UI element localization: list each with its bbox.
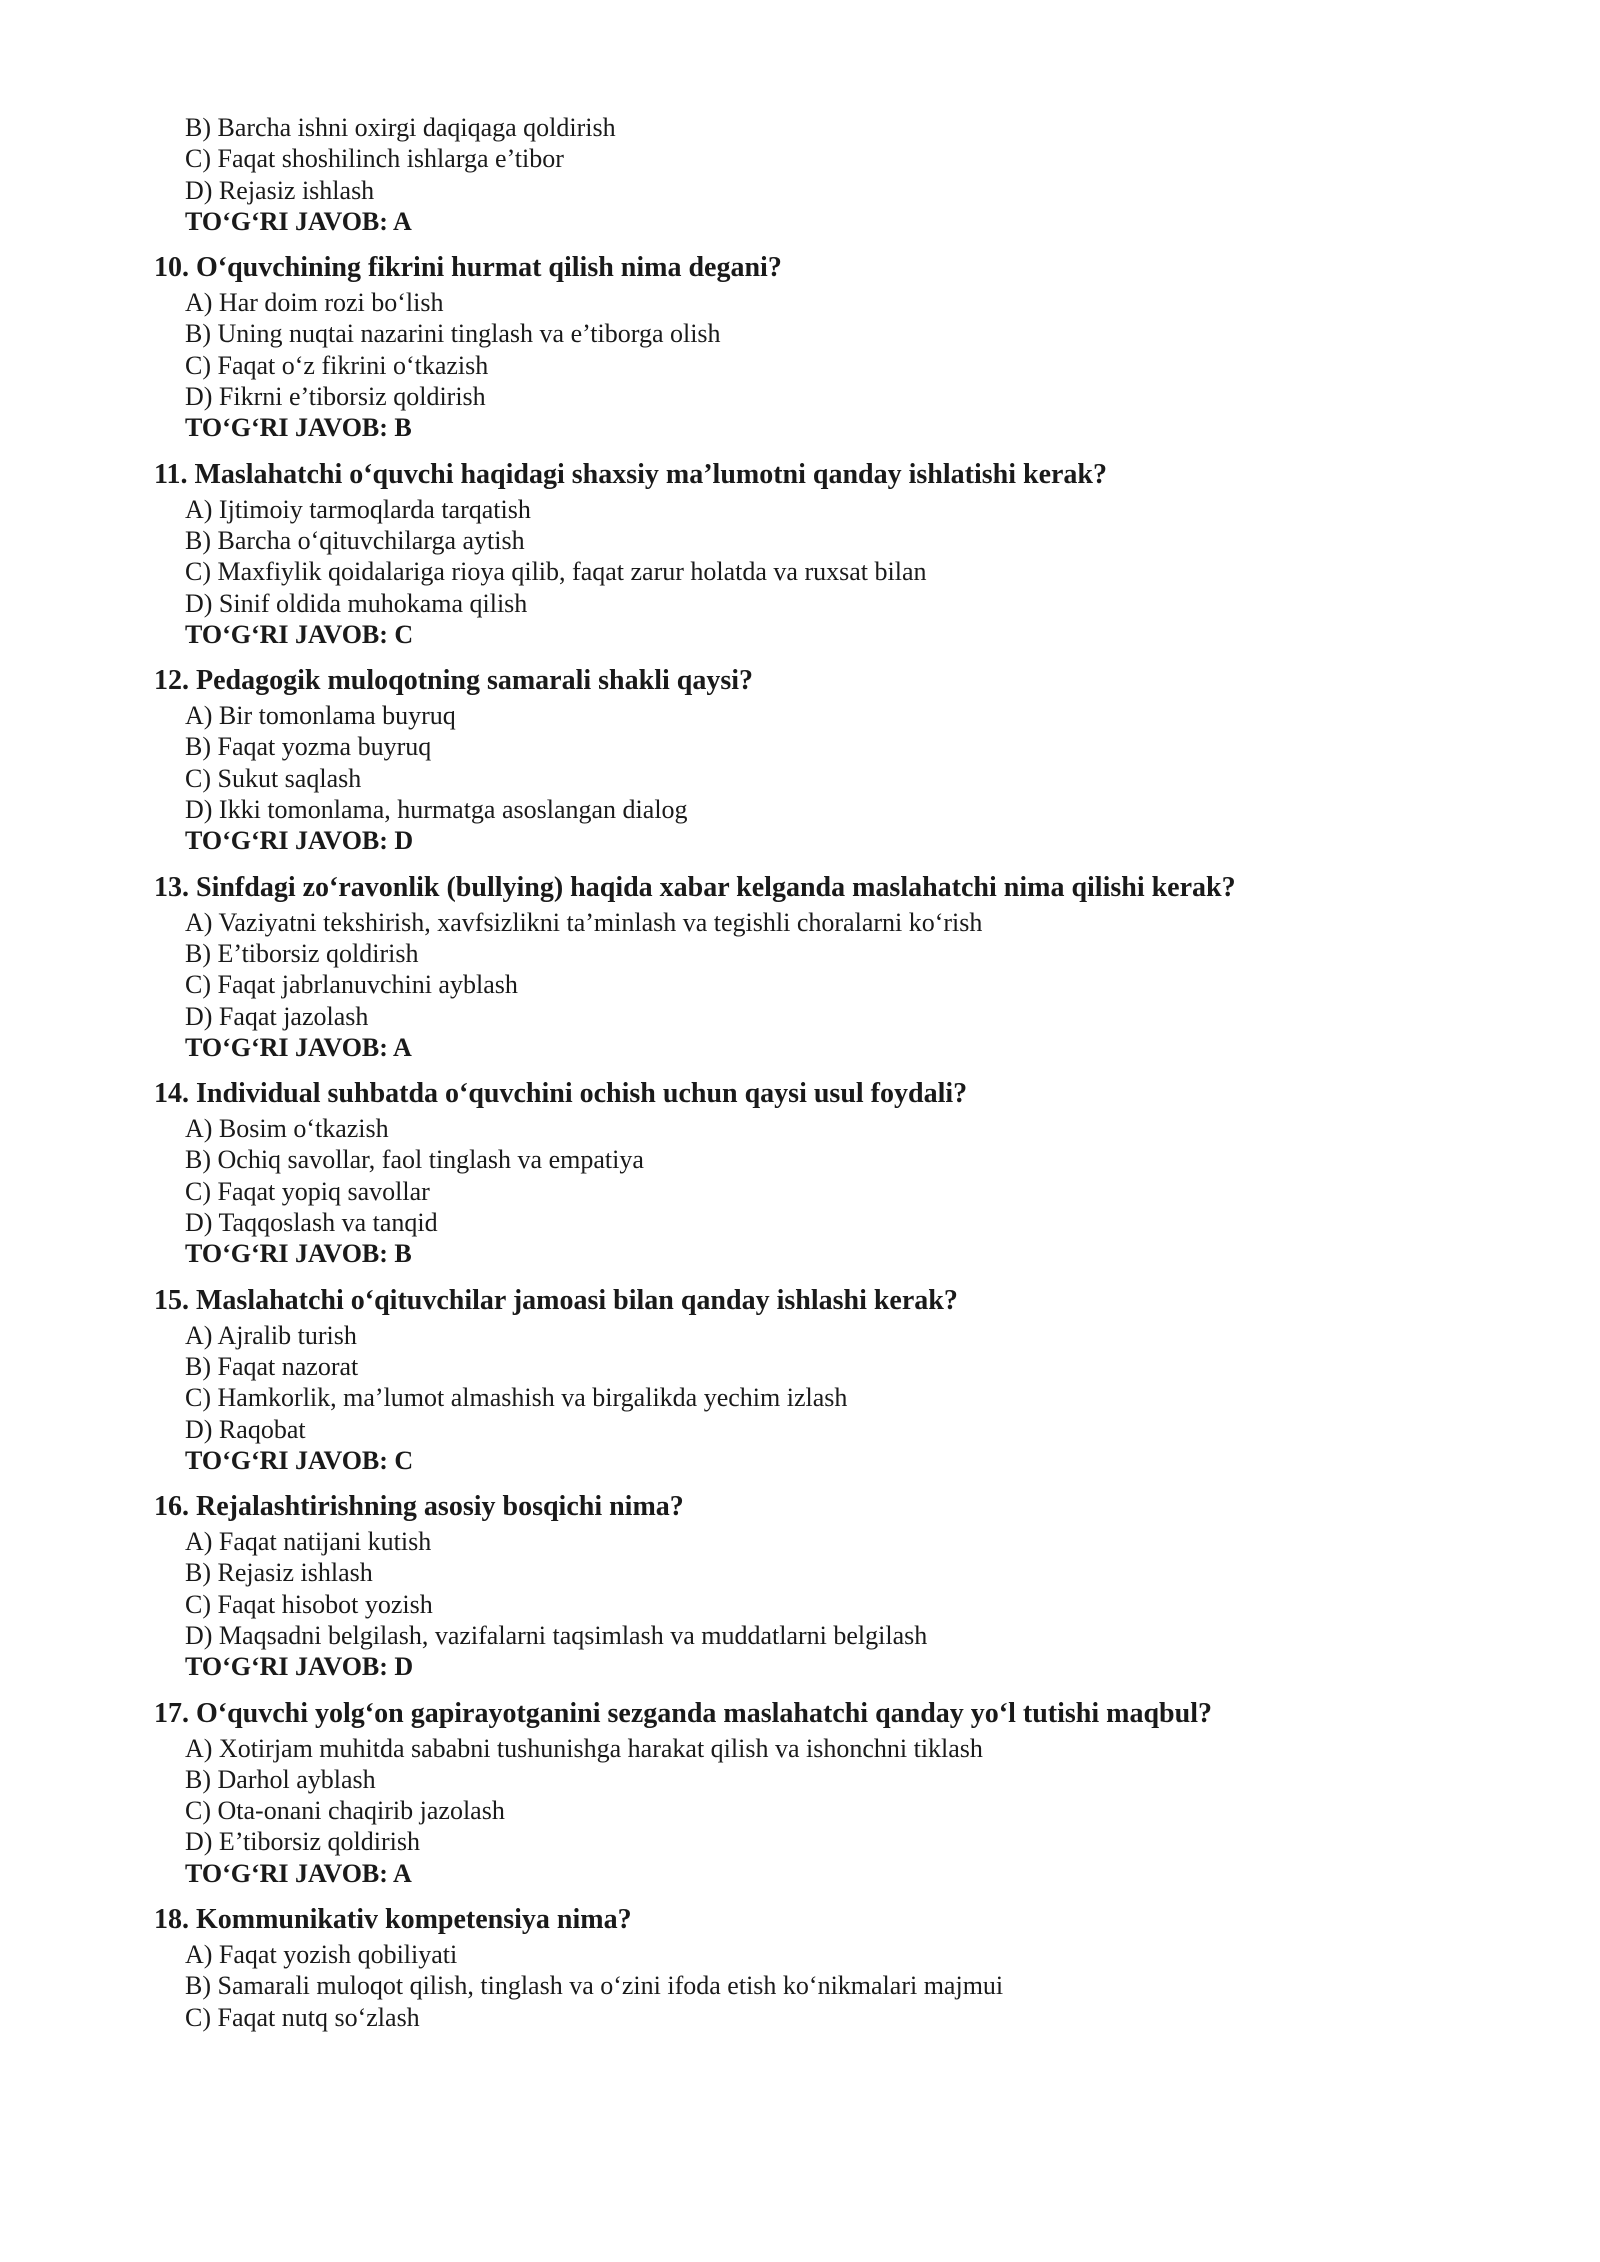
correct-answer: TO‘G‘RI JAVOB: A — [185, 1032, 412, 1062]
option-c: C) Faqat yopiq savollar — [185, 1176, 430, 1206]
option-d: D) Faqat jazolash — [185, 1001, 369, 1031]
option-c: C) Faqat shoshilinch ishlarga e’tibor — [185, 144, 564, 174]
question-list — [154, 112, 1454, 2033]
correct-answer: TO‘G‘RI JAVOB: D — [185, 826, 414, 856]
option-b: B) E’tiborsiz qoldirish — [185, 938, 419, 968]
question-block-16 — [154, 1490, 1454, 1682]
option-a: A) Faqat natijani kutish — [185, 1527, 432, 1557]
question-block-12 — [154, 664, 1454, 856]
question-block-10 — [154, 251, 1454, 443]
option-b: B) Barcha o‘qituvchilarga aytish — [185, 525, 525, 555]
option-c: C) Faqat hisobot yozish — [185, 1589, 433, 1619]
option-d: D) Ikki tomonlama, hurmatga asoslangan dialog — [185, 795, 688, 825]
option-a: A) Faqat yozish qobiliyati — [185, 1940, 458, 1970]
option-d: D) Fikrni e’tiborsiz qoldirish — [185, 382, 486, 412]
question-title: 15. Maslahatchi o‘qituvchilar jamoasi bilan qanday ishlashi kerak? — [154, 1284, 958, 1316]
question-block-15 — [154, 1284, 1454, 1476]
option-c: C) Maxfiylik qoidalariga rioya qilib, faqat zarur holatda va ruxsat bilan — [185, 557, 927, 587]
correct-answer: TO‘G‘RI JAVOB: A — [185, 206, 412, 236]
question-title: 10. O‘quvchining fikrini hurmat qilish nima degani? — [154, 252, 782, 284]
question-block-17 — [154, 1697, 1454, 1889]
option-d: D) Sinif oldida muhokama qilish — [185, 588, 528, 618]
option-d: D) Rejasiz ishlash — [185, 175, 375, 205]
option-c: C) Faqat nutq so‘zlash — [185, 2002, 420, 2032]
question-title: 14. Individual suhbatda o‘quvchini ochish uchun qaysi usul foydali? — [154, 1078, 968, 1110]
option-c: C) Sukut saqlash — [185, 763, 362, 793]
option-a: A) Ajralib turish — [185, 1320, 357, 1350]
question-title: 13. Sinfdagi zo‘ravonlik (bullying) haqida xabar kelganda maslahatchi nima qilishi kerak? — [154, 871, 1236, 903]
question-block-14 — [154, 1077, 1454, 1269]
option-a: A) Har doim rozi bo‘lish — [185, 288, 444, 318]
question-block-13 — [154, 871, 1454, 1063]
question-title: 16. Rejalashtirishning asosiy bosqichi nima? — [154, 1491, 684, 1523]
option-a: A) Bosim o‘tkazish — [185, 1114, 389, 1144]
question-block-11 — [154, 458, 1454, 650]
option-b: B) Uning nuqtai nazarini tinglash va e’tiborga olish — [185, 319, 721, 349]
option-b: B) Samarali muloqot qilish, tinglash va o‘zini ifoda etish ko‘nikmalari majmui — [185, 1971, 1004, 2001]
question-block-9-continuation — [154, 112, 1454, 237]
option-c: C) Faqat jabrlanuvchini ayblash — [185, 970, 518, 1000]
correct-answer: TO‘G‘RI JAVOB: C — [185, 619, 414, 649]
correct-answer: TO‘G‘RI JAVOB: B — [185, 413, 412, 443]
option-a: A) Bir tomonlama buyruq — [185, 701, 456, 731]
option-c: C) Ota-onani chaqirib jazolash — [185, 1796, 505, 1826]
correct-answer: TO‘G‘RI JAVOB: B — [185, 1239, 412, 1269]
correct-answer: TO‘G‘RI JAVOB: C — [185, 1445, 414, 1475]
correct-answer: TO‘G‘RI JAVOB: D — [185, 1652, 414, 1682]
option-d: D) Maqsadni belgilash, vazifalarni taqsimlash va muddatlarni belgilash — [185, 1620, 928, 1650]
option-b: B) Rejasiz ishlash — [185, 1558, 373, 1588]
option-b: B) Ochiq savollar, faol tinglash va empatiya — [185, 1145, 644, 1175]
option-b: B) Darhol ayblash — [185, 1764, 376, 1794]
option-a: A) Ijtimoiy tarmoqlarda tarqatish — [185, 494, 531, 524]
question-block-18 — [154, 1903, 1454, 2033]
option-c: C) Hamkorlik, ma’lumot almashish va birgalikda yechim izlash — [185, 1383, 848, 1413]
option-b: B) Faqat yozma buyruq — [185, 732, 432, 762]
option-d: D) Raqobat — [185, 1414, 306, 1444]
option-b: B) Faqat nazorat — [185, 1351, 359, 1381]
question-title: 12. Pedagogik muloqotning samarali shakli qaysi? — [154, 665, 754, 697]
option-a: A) Xotirjam muhitda sababni tushunishga harakat qilish va ishonchni tiklash — [185, 1733, 983, 1763]
question-title: 17. O‘quvchi yolg‘on gapirayotganini sezganda maslahatchi qanday yo‘l tutishi maqbul? — [154, 1697, 1212, 1729]
option-d: D) E’tiborsiz qoldirish — [185, 1827, 420, 1857]
correct-answer: TO‘G‘RI JAVOB: A — [185, 1858, 412, 1888]
question-title: 18. Kommunikativ kompetensiya nima? — [154, 1904, 632, 1936]
option-b: B) Barcha ishni oxirgi daqiqaga qoldirish — [185, 113, 616, 142]
option-d: D) Taqqoslash va tanqid — [185, 1208, 438, 1238]
question-title: 11. Maslahatchi o‘quvchi haqidagi shaxsiy ma’lumotni qanday ishlatishi kerak? — [154, 458, 1107, 490]
option-a: A) Vaziyatni tekshirish, xavfsizlikni ta’minlash va tegishli choralarni ko‘rish — [185, 907, 983, 937]
option-c: C) Faqat o‘z fikrini o‘tkazish — [185, 350, 489, 380]
